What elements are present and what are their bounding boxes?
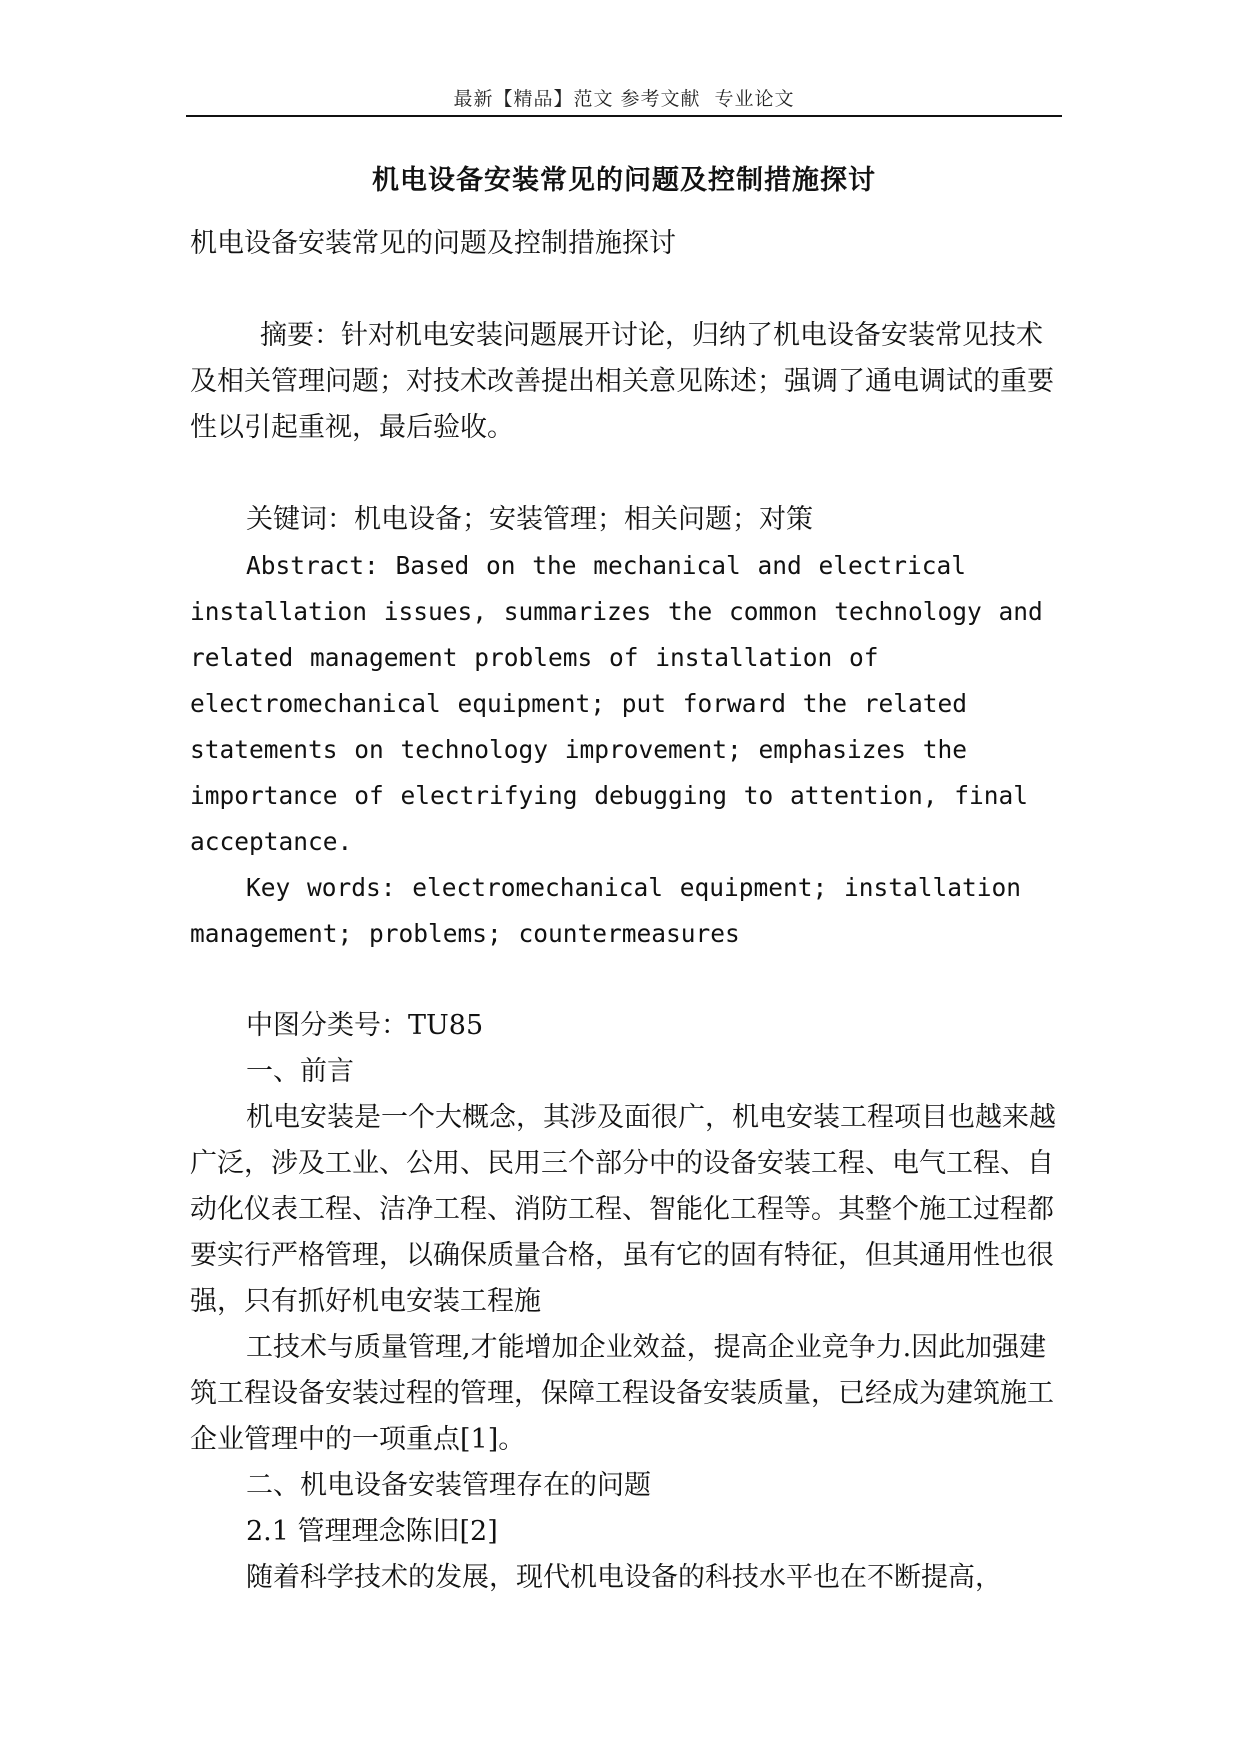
subsection-heading: 2.1 管理理念陈旧[2] bbox=[246, 1516, 498, 1547]
spacer bbox=[190, 267, 1060, 313]
paragraph: 机电安装是一个大概念，其涉及面很广，机电安装工程项目也越来越广泛，涉及工业、公用、民用三个部分中的设备安装工程、电气工程、自动化仪表工程、洁净工程、消防工程、智能化工程等。其整个施工过程都要实行严格管理，以确保质量合格，虽有它的固有特征，但其通用性也很强，只有抓好机电安装工程施 bbox=[190, 1102, 1056, 1317]
header-rule bbox=[186, 115, 1062, 117]
section-heading-problems: 二、机电设备安装管理存在的问题 bbox=[246, 1470, 651, 1501]
abstract-en: Abstract: Based on the mechanical and electrical installation issues, summarizes the common technology and related management problems of installation of electromechanical equipment; put forward the related statements on technology improvement; emphasizes the importance of electrifying debugging to attention, final acceptance. bbox=[190, 551, 1043, 856]
paragraph: 随着科学技术的发展，现代机电设备的科技水平也在不断提高， bbox=[246, 1562, 1002, 1593]
document-body bbox=[190, 221, 1060, 1601]
spacer bbox=[190, 957, 1060, 1003]
classification-number: 中图分类号：TU85 bbox=[246, 1010, 484, 1041]
page-header: 最新【精品】范文 参考文献 专业论文 bbox=[453, 88, 795, 110]
document-title: 机电设备安装常见的问题及控制措施探讨 bbox=[372, 165, 876, 196]
keywords-cn: 关键词：机电设备；安装管理；相关问题；对策 bbox=[246, 504, 813, 535]
section-heading-preface: 一、前言 bbox=[246, 1056, 354, 1087]
spacer bbox=[190, 451, 1060, 497]
keywords-en: Key words: electromechanical equipment; installation management; problems; countermeasures bbox=[190, 873, 1022, 948]
abstract-cn: 摘要：针对机电安装问题展开讨论，归纳了机电设备安装常见技术及相关管理问题；对技术改善提出相关意见陈述；强调了通电调试的重要性以引起重视，最后验收。 bbox=[190, 320, 1054, 443]
paragraph: 工技术与质量管理,才能增加企业效益，提高企业竞争力.因此加强建筑工程设备安装过程的管理，保障工程设备安装质量，已经成为建筑施工企业管理中的一项重点[1]。 bbox=[190, 1332, 1054, 1455]
document-subtitle: 机电设备安装常见的问题及控制措施探讨 bbox=[190, 228, 676, 259]
